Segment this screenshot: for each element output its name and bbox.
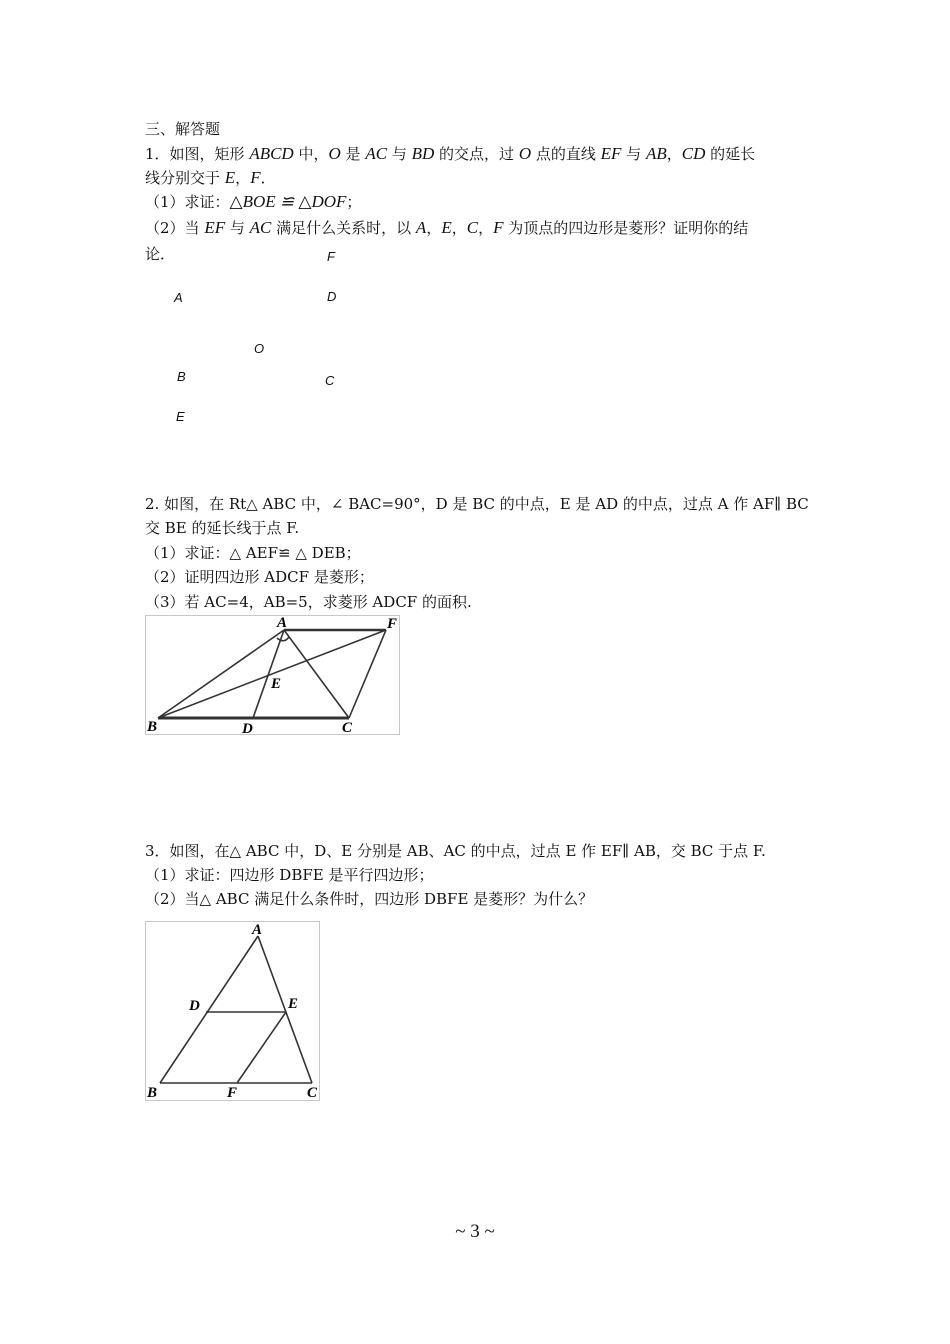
- q3-label-e: E: [288, 996, 299, 1012]
- q2-line-3: （1）求证：△ AEF≌ △ DEB；: [145, 544, 361, 562]
- q3-diagram: [146, 922, 319, 1100]
- q2-seg-ac: [284, 630, 349, 718]
- q3-figure: [145, 921, 320, 1101]
- q2-label-c: C: [342, 720, 353, 734]
- q2-label-d: D: [242, 721, 253, 734]
- section-title: 三、解答题: [145, 120, 221, 138]
- q3-label-a: A: [252, 922, 263, 938]
- q3-label-f: F: [227, 1085, 238, 1100]
- q1-line-5: 论．: [145, 245, 176, 263]
- q2-right-angle-mark: [277, 637, 289, 641]
- q2-line-2: 交 BE 的延长线于点 F.: [145, 519, 300, 537]
- q1-label-e: E: [176, 409, 185, 424]
- q3-seg-ef: [237, 1012, 286, 1083]
- q1-line-4: （2）当 EF 与 AC 满足什么关系时，以 A，E，C，F 为顶点的四边形是菱形？证明你的结: [145, 218, 749, 237]
- q3-seg-ac: [258, 936, 312, 1083]
- q1-label-a: A: [174, 290, 183, 305]
- page-number: ~ 3 ~: [455, 1221, 495, 1242]
- q3-line-3: （2）当△ ABC 满足什么条件时，四边形 DBFE 是菱形？为什么？: [145, 890, 594, 908]
- q2-seg-bf: [158, 630, 386, 718]
- q2-label-a: A: [277, 616, 288, 631]
- q1-label-f: F: [327, 249, 335, 264]
- q3-seg-ab: [160, 936, 258, 1083]
- q1-label-b: B: [177, 369, 186, 384]
- q1-label-o: O: [254, 341, 265, 356]
- q2-figure: [145, 615, 400, 735]
- q3-line-2: （1）求证：四边形 DBFE 是平行四边形；: [145, 866, 434, 884]
- q2-line-4: （2）证明四边形 ADCF 是菱形；: [145, 568, 374, 586]
- q3-label-c: C: [307, 1085, 318, 1100]
- q2-label-e: E: [271, 676, 282, 692]
- q2-seg-ba: [158, 630, 284, 718]
- q2-seg-cf: [349, 630, 386, 718]
- q3-line-1: 3．如图，在△ ABC 中，D、E 分别是 AB、AC 的中点，过点 E 作 EF∥ AB，交 BC 于点 F.: [145, 842, 766, 860]
- q1-label-c: C: [325, 373, 335, 388]
- q1-line-2: 线分别交于 E，F．: [145, 168, 276, 187]
- q2-seg-ad: [253, 630, 284, 718]
- q2-line-1: 2. 如图，在 Rt△ ABC 中，∠ BAC=90°，D 是 BC 的中点，E 是 AD 的中点，过点 A 作 AF∥ BC: [145, 495, 809, 513]
- q3-label-b: B: [147, 1085, 158, 1100]
- q1-line-3: （1）求证：△BOE ≌ △DOF；: [145, 192, 362, 211]
- q3-label-d: D: [189, 998, 200, 1014]
- q2-label-b: B: [147, 719, 158, 734]
- q1-line-1: 1．如图，矩形 ABCD 中，O 是 AC 与 BD 的交点，过 O 点的直线 EF 与 AB，CD 的延长: [145, 144, 756, 163]
- q2-label-f: F: [387, 616, 398, 632]
- q2-diagram: [146, 616, 399, 734]
- q2-line-5: （3）若 AC=4，AB=5，求菱形 ADCF 的面积.: [145, 593, 472, 611]
- q1-label-d: D: [327, 289, 337, 304]
